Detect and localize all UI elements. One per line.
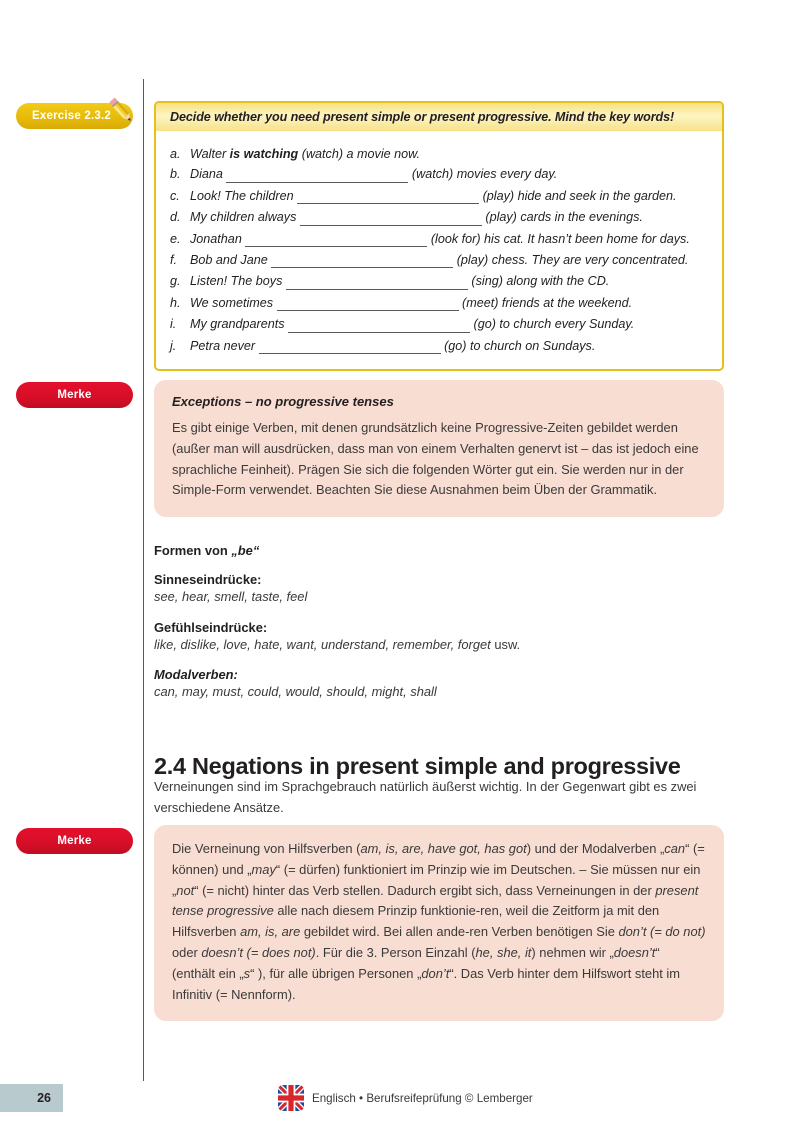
- negation-seg-2i2: may: [251, 861, 276, 877]
- negation-info-box: [154, 825, 724, 1021]
- exercise-item-answer: is watching: [229, 147, 299, 161]
- negation-seg-1a: Die Verneinung von Hilfsverben (: [172, 841, 361, 856]
- footer-credit-text: Englisch • Berufsreifeprüfung © Lemberger: [312, 1091, 533, 1105]
- negation-seg-6b2: . Für die 3. Person: [315, 944, 422, 960]
- verb-group-feelings: [154, 620, 724, 652]
- verb-group-be-heading: [154, 543, 724, 558]
- exercise-item-list: [156, 131, 722, 369]
- negation-seg-4b: alle nach diesem Prinzip funktionie-: [273, 903, 481, 919]
- negation-seg-7b1: ) nehmen wir „: [531, 944, 614, 960]
- exercise-item-prefix: Bob and Jane: [190, 253, 272, 268]
- merke-tab-label-1: Merke: [57, 389, 92, 401]
- exceptions-title: Exceptions – no progressive tenses: [172, 394, 394, 409]
- exercise-item-prefix: Look! The children: [190, 188, 298, 203]
- chapter-title: A | 2 Present Tenses: [18, 9, 170, 26]
- negation-seg-1b: ) und der Modalverben: [526, 841, 657, 856]
- negation-seg-3b: “ (= nicht) hinter das Verb stellen. Dadurch ergibt sich, dass: [194, 882, 533, 898]
- negation-text: [172, 839, 706, 1005]
- exercise-item-blank[interactable]: [277, 290, 459, 311]
- negation-seg-4a: Verneinungen in der: [536, 882, 656, 898]
- negation-seg-8a: „: [417, 965, 422, 981]
- negation-seg-5a: ren, weil die Zeitform ja mit den Hilfsverben: [172, 903, 660, 940]
- exercise-item-suffix: (go) to church every Sunday.: [470, 317, 635, 332]
- exercise-item-letter: c.: [170, 188, 180, 203]
- exercise-item-suffix: (sing) along with the CD.: [467, 274, 610, 289]
- exercise-item-text: [190, 336, 595, 357]
- page-header: [0, 0, 800, 96]
- exercise-item-letter: e.: [170, 231, 181, 246]
- negation-seg-5b: gebildet wird. Bei allen ande-: [300, 924, 470, 940]
- negation-seg-2b1: “ (= können) und „: [172, 841, 705, 877]
- exercise-item-prefix: Walter: [190, 147, 230, 161]
- verb-group-modals: [154, 667, 724, 699]
- exercise-box: [154, 101, 724, 371]
- exercise-item-letter: h.: [170, 295, 181, 310]
- exercise-item-blank[interactable]: [300, 204, 482, 225]
- exercise-item: [170, 336, 710, 357]
- merke-tab-badge-1: [16, 382, 133, 408]
- section-paragraph: Verneinungen sind im Sprachgebrauch natürlich äußerst wichtig. In der Gegenwart gibt es zwei verschiedene Ansätze.: [154, 779, 697, 815]
- exercise-item-prefix: Diana: [190, 167, 227, 182]
- verb-group-modals-heading: Modalverben:: [154, 667, 238, 682]
- verb-group-be-heading-plain: Formen von: [154, 543, 232, 558]
- negation-seg-4i: present tense progressive: [172, 882, 699, 919]
- page-number: 26: [37, 1091, 51, 1105]
- verb-group-feelings-heading: Gefühlseindrücke:: [154, 620, 268, 635]
- exercise-item-blank[interactable]: [288, 311, 470, 332]
- exercise-item-suffix: (meet) friends at the weekend.: [458, 295, 633, 310]
- negation-seg-6i2: doesn’t (= does not): [201, 944, 316, 960]
- exercise-item-letter: i.: [170, 317, 177, 332]
- negation-seg-1i: am, is, are, have got, has got: [360, 841, 527, 856]
- section-heading: 2.4 Negations in present simple and progressive: [154, 752, 681, 779]
- merke-tab-label-2: Merke: [57, 835, 92, 847]
- exercise-item-prefix: Listen! The boys: [190, 274, 286, 289]
- exercise-item-letter: f.: [170, 253, 177, 268]
- exercise-item-prefix: Petra never: [190, 338, 259, 353]
- negation-seg-3a: Sie müssen nur ein „: [172, 861, 701, 898]
- uk-flag-icon: [278, 1085, 304, 1111]
- exercise-item-letter: b.: [170, 167, 181, 182]
- verb-group-feelings-words-suffix: usw.: [490, 637, 521, 652]
- exercise-item-suffix: (watch) a movie now.: [298, 147, 421, 161]
- footer-credit-group: [278, 1085, 533, 1111]
- negation-seg-7i3: s: [243, 965, 251, 981]
- exercise-item-prefix: My children always: [190, 210, 300, 225]
- exercise-item-prefix: We sometimes: [190, 295, 277, 310]
- verb-group-senses-heading: Sinneseindrücke:: [154, 572, 262, 587]
- verb-group-senses: [154, 572, 724, 604]
- exercise-item-blank[interactable]: [271, 247, 453, 268]
- negation-seg-2i1: can: [664, 841, 686, 856]
- exceptions-text: Es gibt einige Verben, mit denen grundsätzlich keine Progressive-Zeiten gebildet werden (außer man will ausdrücken, dass man von einem Verhalten genervt ist – das ist jedoch eine sprachliche Feinheit). Prägen Sie sich die folgenden Wörter gut ein. Sie werden nur in der Simple-Form verwendet. Beachten Sie diese Ausnahmen beim Üben der Grammatik.: [172, 420, 699, 498]
- exercise-item-letter: a.: [170, 147, 181, 161]
- exercise-item-suffix: (play) chess. They are very concentrated.: [453, 253, 689, 268]
- negation-seg-7b2: “ (enthält ein „: [172, 944, 660, 981]
- negation-seg-6b1: oder: [172, 944, 202, 960]
- exercise-item-suffix: (look for) his cat. It hasn’t been home for days.: [427, 231, 690, 246]
- verb-group-be: [154, 543, 724, 558]
- exercise-item-letter: g.: [170, 274, 181, 289]
- exercise-item-suffix: (play) cards in the evenings.: [481, 210, 643, 225]
- exercise-item-blank[interactable]: [226, 161, 408, 182]
- exercise-item-suffix: (go) to church on Sundays.: [440, 338, 596, 353]
- page-number-badge: [0, 1084, 63, 1112]
- negation-seg-7i1: he, she, it: [475, 944, 532, 960]
- verb-group-feelings-words: [154, 637, 724, 652]
- exercise-item-prefix: Jonathan: [190, 231, 246, 246]
- exercise-tab-label: Exercise 2.3.2: [32, 110, 111, 122]
- verb-group-feelings-words-italic: like, dislike, love, hate, want, understand, remember, forget: [154, 637, 491, 652]
- negation-seg-7i2: doesn’t: [613, 944, 656, 960]
- negation-seg-2a: „: [660, 841, 665, 856]
- negation-seg-7a: Einzahl (: [425, 944, 476, 960]
- exceptions-info-box: [154, 380, 724, 517]
- verb-group-be-heading-italic: „be“: [231, 543, 260, 558]
- negation-seg-5i: am, is, are: [240, 924, 301, 940]
- exercise-item-blank[interactable]: [297, 183, 479, 204]
- verb-group-modals-words: can, may, must, could, would, should, might, shall: [154, 684, 437, 699]
- exercise-item-prefix: My grandparents: [190, 317, 289, 332]
- exercise-item-blank[interactable]: [286, 268, 468, 289]
- exercise-item-blank[interactable]: [259, 333, 441, 354]
- exercise-instruction: Decide whether you need present simple or present progressive. Mind the key words!: [156, 103, 722, 131]
- negation-seg-2b2: “ (= dürfen) funktioniert im Prinzip wie im Deutschen. –: [275, 861, 587, 877]
- negation-seg-6i1: don’t (= do not): [618, 924, 706, 940]
- pencil-icon: [104, 93, 138, 127]
- negation-seg-6a: ren Verben benötigen Sie: [469, 924, 619, 940]
- margin-divider-line: [143, 79, 144, 1081]
- exercise-item-suffix: (watch) movies every day.: [408, 167, 558, 182]
- exercise-item-letter: j.: [170, 338, 177, 353]
- merke-tab-badge-2: [16, 828, 133, 854]
- exercise-item-letter: d.: [170, 210, 181, 225]
- negation-seg-8i: don’t: [421, 965, 450, 981]
- exercise-item-blank[interactable]: [245, 226, 427, 247]
- exercise-item-suffix: (play) hide and seek in the garden.: [479, 188, 677, 203]
- verb-group-senses-words: see, hear, smell, taste, feel: [154, 589, 308, 604]
- negation-seg-7b3: “ ), für alle übrigen Personen: [250, 965, 414, 981]
- negation-seg-8b: “. Das Verb hinter dem Hilfswort steht im Infinitiv (= Nennform).: [172, 965, 680, 1002]
- negation-seg-3i: not: [176, 882, 195, 898]
